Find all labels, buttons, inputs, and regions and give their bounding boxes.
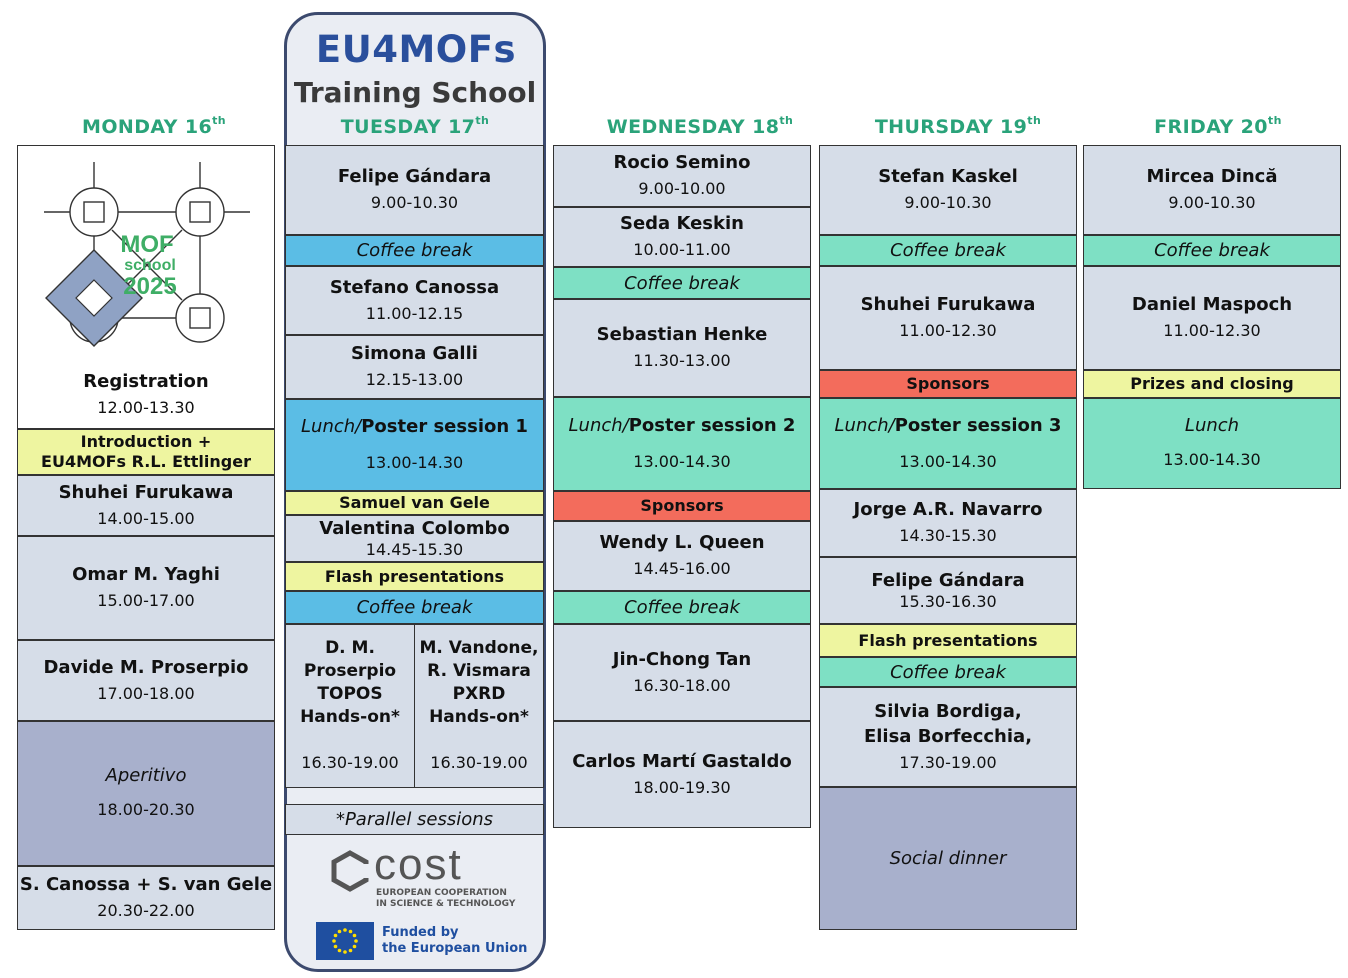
tuesday-lunch-poster-1 [285, 399, 544, 491]
parallel-note-text: *Parallel sessions [335, 809, 494, 830]
talk-speaker: Silvia Bordiga, [874, 701, 1022, 722]
talk-time: 14.00-15.00 [97, 508, 195, 528]
sponsors-label: Sponsors [640, 496, 724, 515]
session-line: R. Vismara [427, 661, 531, 681]
training-school-title: Training School [293, 76, 537, 109]
talk-time: 18.00-19.30 [633, 777, 731, 797]
wednesday-coffee-break-2 [553, 591, 811, 624]
talk-speaker: Felipe Gándara [337, 166, 492, 187]
talk-time: 9.00-10.30 [1168, 193, 1256, 212]
prizes-label: Prizes and closing [1130, 374, 1294, 393]
thursday-coffee-break-1 [819, 235, 1077, 266]
social-dinner-label: Social dinner [889, 848, 1007, 869]
talk-time: 14.30-15.30 [899, 526, 997, 545]
talk-time: 11.00-12.30 [1163, 321, 1261, 340]
tuesday-van-gele [285, 491, 544, 515]
talk-speaker: Davide M. Proserpio [43, 656, 249, 678]
eu4mofs-logo [300, 28, 532, 71]
wednesday-talk-tan [553, 624, 811, 721]
talk-time: 11.00-12.30 [899, 321, 997, 340]
talk-time: 16.30-18.00 [633, 675, 731, 695]
thursday-social-dinner [819, 787, 1077, 930]
talk-time: 15.00-17.00 [97, 591, 195, 610]
eu-funded-line1: Funded by [382, 925, 459, 940]
talk-time: 11.00-12.15 [365, 303, 464, 323]
logo-text: EU4MOFs [315, 28, 517, 71]
lunch-poster-title: Lunch/Poster session 1 [301, 416, 528, 437]
talk-time: 9.00-10.00 [638, 179, 726, 198]
session-line: PXRD [452, 684, 506, 704]
friday-lunch [1083, 398, 1341, 489]
tuesday-pxrd-hands-on [414, 624, 544, 788]
friday-talk-maspoch [1083, 266, 1341, 370]
talk-time: 10.00-11.00 [633, 240, 731, 259]
tuesday-talk-colombo [285, 515, 544, 562]
coffee-break-label: Coffee break [356, 240, 473, 261]
wednesday-talk-semino [553, 145, 811, 207]
talk-speaker: Seda Keskin [620, 213, 744, 234]
coffee-break-label: Coffee break [356, 597, 473, 618]
thursday-talk-gandara [819, 557, 1077, 624]
aperitivo-label: Aperitivo [105, 765, 187, 786]
session-line: Proserpio [303, 661, 397, 681]
coffee-break-label: Coffee break [1154, 240, 1270, 261]
talk-speaker: Omar M. Yaghi [72, 564, 220, 585]
tuesday-topos-hands-on [285, 624, 415, 788]
intro-line2: EU4MOFs R.L. Ettlinger [41, 452, 251, 471]
session-time: 16.30-19.00 [430, 753, 528, 772]
mof-logo-word: MOF [120, 231, 174, 258]
thursday-talk-kaskel [819, 145, 1077, 235]
coffee-break-label: Coffee break [890, 240, 1006, 261]
cost-word: cost [374, 840, 463, 889]
session-line: Hands-on* [300, 707, 400, 727]
thursday-talk-navarro [819, 489, 1077, 557]
talk-speaker: Shuhei Furukawa [58, 481, 234, 503]
monday-canossa-vangele [17, 866, 275, 930]
talk-time: 14.45-16.00 [633, 559, 731, 578]
cost-tagline-1: EUROPEAN COOPERATION [376, 888, 507, 898]
wednesday-coffee-break-1 [553, 267, 811, 299]
wednesday-talk-henke [553, 299, 811, 397]
flash-label: Flash presentations [858, 630, 1038, 650]
talk-time: 9.00-10.30 [904, 193, 992, 212]
friday-coffee-break [1083, 235, 1341, 266]
tuesday-talk-galli [285, 335, 544, 399]
eu-funded-line2: the European Union [382, 941, 528, 956]
talk-speaker: S. Canossa + S. van Gele [19, 874, 273, 895]
monday-talk-furukawa [17, 475, 275, 536]
lunch-time: 13.00-14.30 [633, 452, 731, 471]
intro-line1: Introduction + [80, 432, 212, 451]
coffee-break-label: Coffee break [624, 597, 740, 618]
talk-speaker: Sebastian Henke [596, 324, 768, 345]
tuesday-talk-gandara [285, 145, 544, 235]
cost-hexagon-icon [330, 850, 370, 892]
talk-speaker: Valentina Colombo [319, 517, 510, 539]
monday-talk-proserpio [17, 640, 275, 721]
talk-time: 17.00-18.00 [97, 683, 195, 703]
thursday-coffee-break-2 [819, 657, 1077, 687]
thursday-sponsors [819, 370, 1077, 398]
lunch-poster-title: Lunch/Poster session 2 [568, 415, 796, 436]
tuesday-coffee-break-2 [285, 591, 544, 624]
monday-talk-yaghi [17, 536, 275, 640]
talk-time: 15.30-16.30 [899, 591, 997, 611]
wednesday-sponsors [553, 491, 811, 521]
day-heading-monday: MONDAY 16th [82, 114, 226, 138]
tuesday-parallel-note [285, 804, 544, 835]
thursday-lunch-poster-3 [819, 398, 1077, 489]
wednesday-talk-queen [553, 521, 811, 591]
tuesday-coffee-break-1 [285, 235, 544, 266]
talk-time: 17.30-19.00 [899, 753, 997, 772]
thursday-talk-furukawa [819, 266, 1077, 370]
thursday-talk-bordiga-borfecchia [819, 687, 1077, 787]
coffee-break-label: Coffee break [624, 272, 740, 294]
session-time: 16.30-19.00 [301, 753, 399, 772]
wednesday-talk-gastaldo [553, 721, 811, 828]
talk-time: 14.45-15.30 [365, 539, 464, 559]
friday-talk-dinca [1083, 145, 1341, 235]
talk-speaker: Wendy L. Queen [599, 532, 765, 553]
mof-logo-school: school [124, 257, 176, 274]
lunch-time: 13.00-14.30 [365, 453, 464, 472]
monday-introduction [17, 429, 275, 475]
mof-school-logo-icon [42, 160, 252, 370]
flash-label: Flash presentations [324, 566, 505, 586]
aperitivo-time: 18.00-20.30 [97, 800, 195, 819]
talk-speaker: Jin-Chong Tan [612, 648, 752, 670]
registration-time: 12.00-13.30 [97, 398, 195, 417]
monday-registration [17, 145, 275, 429]
session-line: Hands-on* [429, 707, 529, 727]
session-line: D. M. [325, 638, 375, 658]
session-line: M. Vandone, [419, 638, 539, 658]
friday-prizes-closing [1083, 370, 1341, 398]
eu-funding-logo [316, 922, 527, 960]
talk-speaker: Rocio Semino [613, 152, 751, 173]
talk-speaker: Simona Galli [351, 343, 478, 364]
wednesday-lunch-poster-2 [553, 397, 811, 491]
wednesday-talk-keskin [553, 207, 811, 267]
day-heading-wednesday: WEDNESDAY 18th [606, 114, 794, 138]
talk-speaker: Elisa Borfecchia, [863, 726, 1033, 747]
talk-speaker: Stefano Canossa [329, 276, 500, 298]
talk-speaker: Felipe Gándara [871, 569, 1025, 591]
talk-speaker: Stefan Kaskel [878, 166, 1018, 187]
tuesday-talk-canossa [285, 266, 544, 335]
talk-speaker: Mircea Dincă [1146, 166, 1278, 187]
lunch-label: Lunch [1184, 415, 1240, 436]
sponsors-label: Sponsors [906, 374, 990, 393]
mof-logo-year: 2025 [123, 273, 177, 300]
talk-time: 20.30-22.00 [97, 901, 195, 920]
talk-speaker: Samuel van Gele [339, 493, 490, 512]
talk-speaker: Carlos Martí Gastaldo [572, 750, 792, 772]
talk-speaker: Daniel Maspoch [1131, 294, 1293, 315]
eu-flag-icon [316, 922, 374, 960]
talk-time: 11.30-13.00 [633, 351, 731, 370]
lunch-poster-title: Lunch/Poster session 3 [834, 414, 1062, 436]
talk-speaker: Shuhei Furukawa [860, 294, 1036, 315]
talk-time: 9.00-10.30 [370, 193, 459, 212]
registration-title: Registration [83, 371, 209, 392]
talk-speaker: Jorge A.R. Navarro [853, 499, 1043, 520]
lunch-time: 13.00-14.30 [1163, 450, 1261, 469]
lunch-time: 13.00-14.30 [899, 451, 997, 471]
coffee-break-label: Coffee break [890, 661, 1006, 683]
day-heading-tuesday: TUESDAY 17th [340, 114, 490, 138]
session-line: TOPOS [317, 684, 383, 704]
thursday-flash-presentations [819, 624, 1077, 657]
monday-aperitivo [17, 721, 275, 866]
cost-tagline-2: IN SCIENCE & TECHNOLOGY [376, 899, 516, 909]
talk-time: 12.15-13.00 [365, 370, 464, 389]
tuesday-flash-presentations [285, 562, 544, 591]
day-heading-thursday: THURSDAY 19th [874, 114, 1042, 138]
day-heading-friday: FRIDAY 20th [1154, 114, 1282, 138]
